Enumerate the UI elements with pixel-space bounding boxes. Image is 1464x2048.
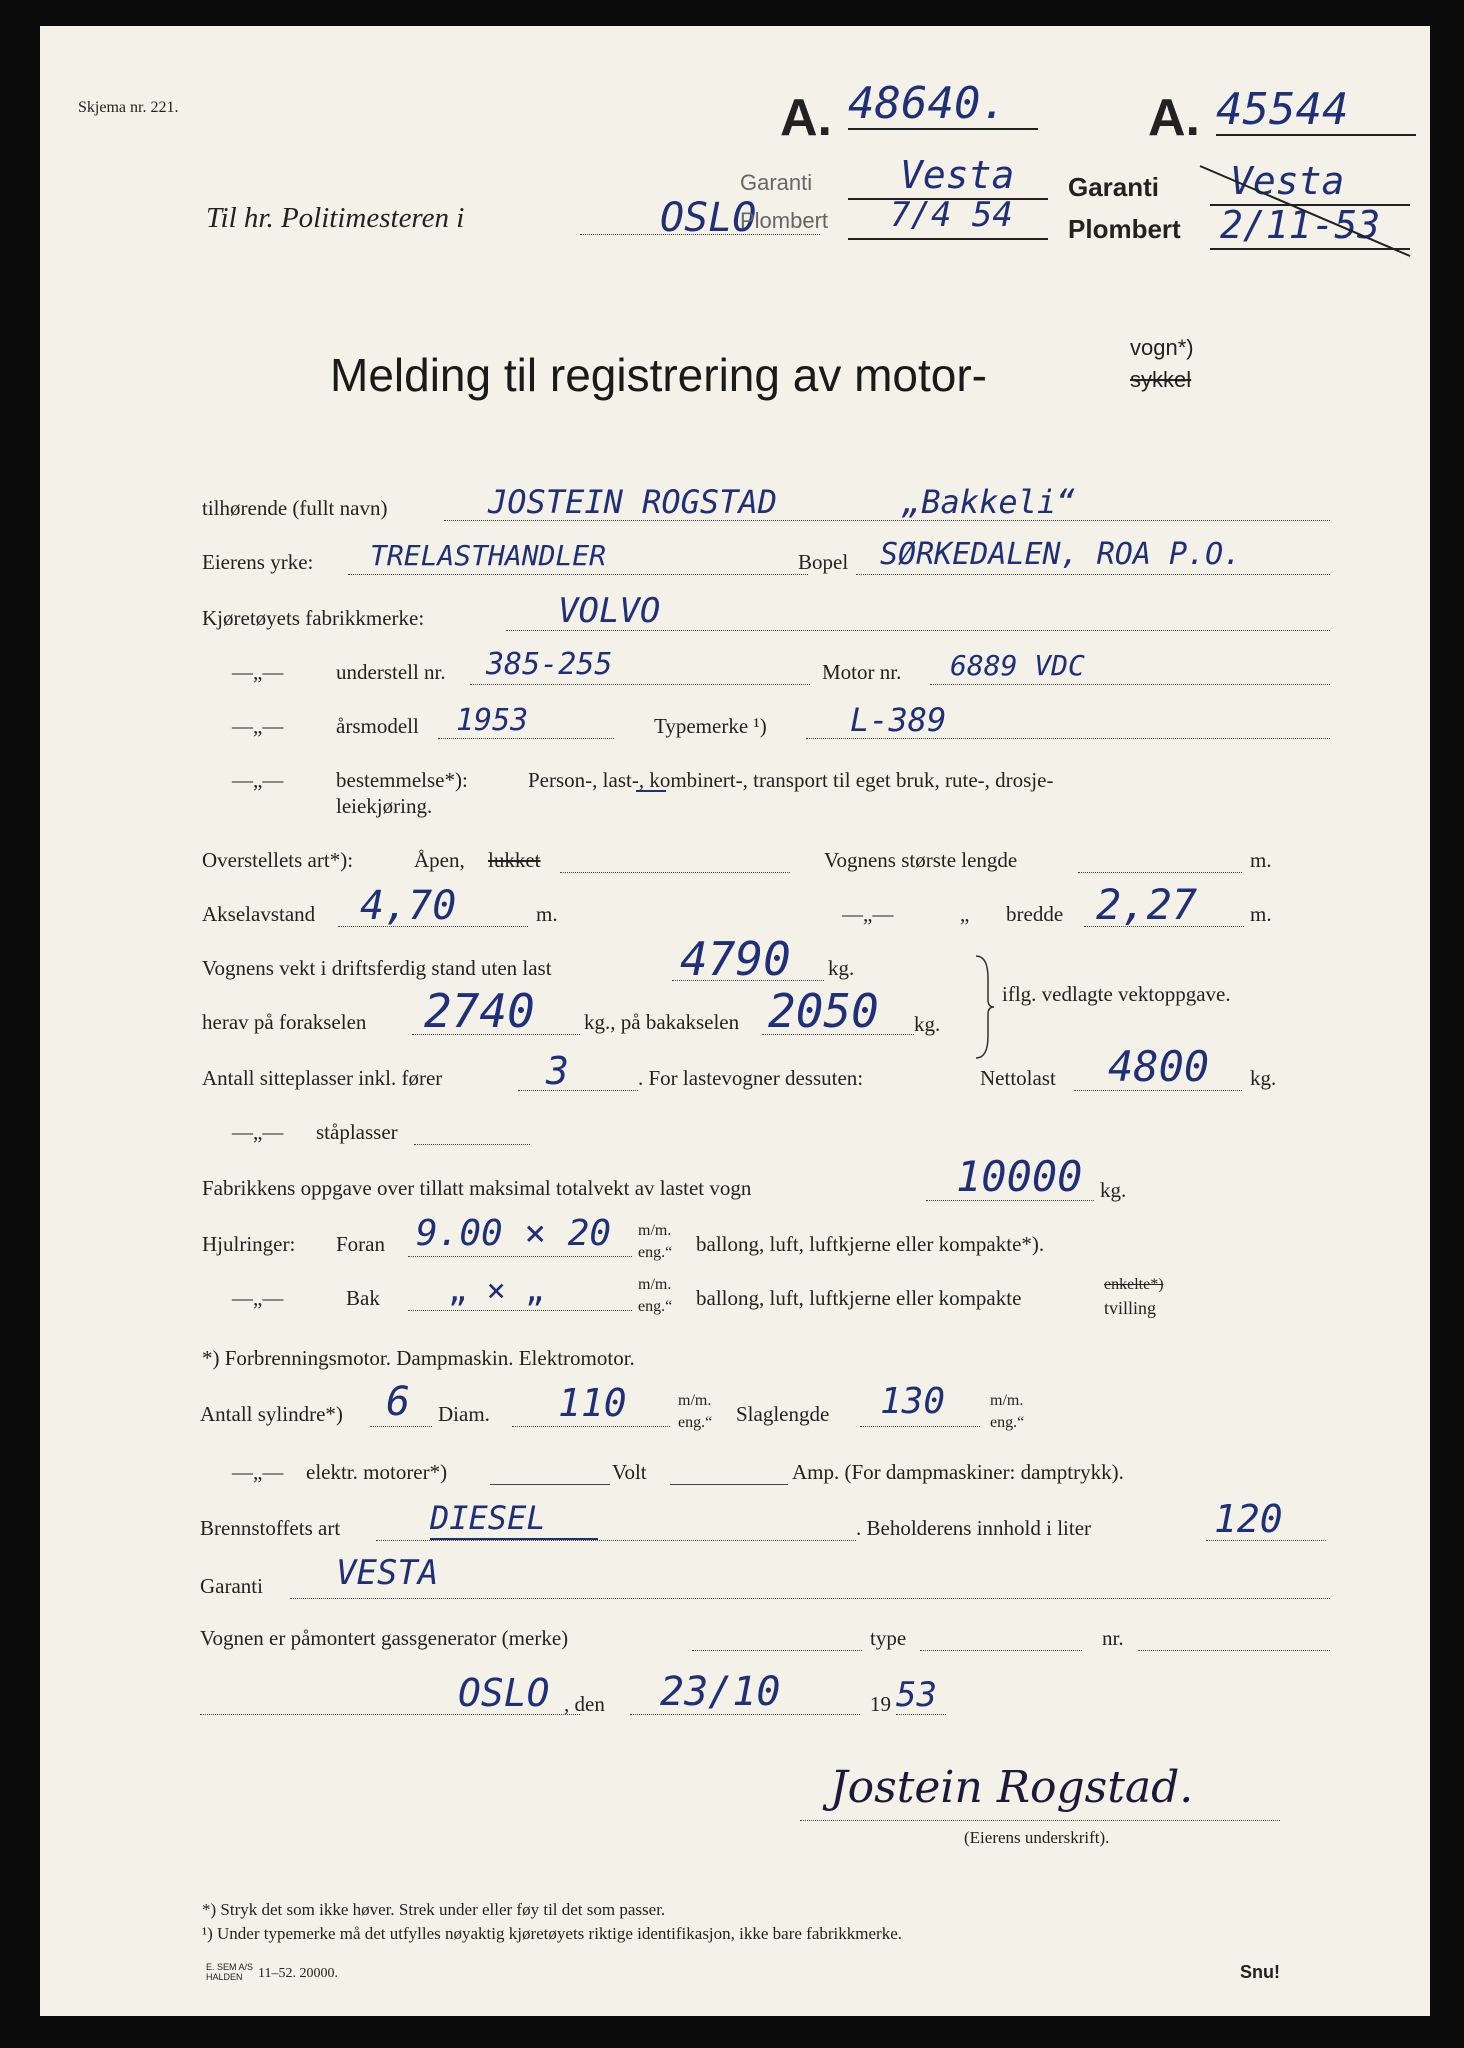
engine-type-options: *) Forbrenningsmotor. Dampmaskin. Elektromotor. <box>202 1346 635 1370</box>
form-title: Melding til registrering av motor- <box>330 349 988 401</box>
ditto-5: —„— <box>232 1120 284 1144</box>
stamp-right-number-line <box>1216 134 1416 136</box>
weight-brace <box>972 952 996 1062</box>
year-line <box>438 738 614 739</box>
tyres-rear-unit-eng: eng.“ <box>638 1298 673 1315</box>
wheelbase-label: Akselavstand <box>202 902 316 926</box>
stamp-left-number: 48640. <box>848 78 1007 129</box>
tank-value: 120 <box>1214 1497 1283 1541</box>
stamp-left-plombert-label: Plombert <box>740 208 829 233</box>
width-value: 2,27 <box>1096 880 1198 929</box>
length-label: Vognens største lengde <box>824 848 1018 872</box>
body-open: Åpen, <box>414 848 465 872</box>
title-sykkel: sykkel <box>1130 367 1192 392</box>
width-label: bredde <box>1006 902 1064 926</box>
width-quote: „ <box>960 902 970 926</box>
rear-axle-label: kg., på bakakselen <box>584 1010 740 1034</box>
gas-generator-line <box>692 1650 862 1651</box>
make-value: VOLVO <box>558 591 661 631</box>
tyres-rear-line <box>408 1310 632 1311</box>
year-suffix: 53 <box>896 1675 937 1715</box>
standing-line <box>414 1144 530 1145</box>
tyres-front-unit-eng: eng.“ <box>638 1244 673 1261</box>
title-vogn: vogn*) <box>1130 335 1194 360</box>
tyres-single-struck: enkelte*) <box>1104 1276 1164 1293</box>
tyres-rear-value: „ × „ <box>448 1271 545 1309</box>
engine-line <box>930 684 1330 685</box>
addressee-value: OSLO <box>660 195 757 241</box>
body-closed-struck: lukket <box>488 848 541 872</box>
make-label: Kjøretøyets fabrikkmerke: <box>202 606 425 630</box>
ditto-2: —„— <box>232 714 284 738</box>
warranty-label: Garanti <box>200 1574 263 1598</box>
gas-type-label: type <box>870 1626 907 1650</box>
stamp-left-plombert-line <box>848 238 1048 240</box>
stamp-right-number: 45544 <box>1216 84 1349 135</box>
ditto-1: —„— <box>232 660 284 684</box>
electric-motors-label: elektr. motorer*) <box>306 1460 448 1484</box>
tyres-front-unit-mm: m/m. <box>638 1222 672 1239</box>
seats-value: 3 <box>546 1049 569 1093</box>
length-line <box>1078 872 1242 873</box>
stroke-label: Slaglengde <box>736 1402 830 1426</box>
seats-label: Antall sitteplasser inkl. fører <box>202 1066 443 1090</box>
tank-label: . Beholderens innhold i liter <box>856 1516 1092 1540</box>
gas-nr-label: nr. <box>1102 1626 1124 1650</box>
bore-unit-eng: eng.“ <box>678 1414 713 1431</box>
fuel-label: Brennstoffets art <box>200 1516 341 1540</box>
residence-label: Bopel <box>798 550 849 574</box>
year-line <box>896 1714 946 1715</box>
cylinders-label: Antall sylindre*) <box>200 1402 343 1426</box>
stamp-right-prefix: A. <box>1148 89 1200 147</box>
chassis-label: understell nr. <box>336 660 446 684</box>
turn-over-note: Snu! <box>1240 1962 1280 1982</box>
owner-value: JOSTEIN ROGSTAD <box>488 483 777 521</box>
volt-label: Volt <box>612 1460 647 1484</box>
stroke-line <box>860 1426 980 1427</box>
printer-mark: E. SEM A/S HALDEN <box>206 1962 254 1982</box>
footnote-2: ¹) Under typemerke må det utfylles nøyaktig kjøretøyets riktige identifikasjon, ikke bare fabrikkmerke. <box>202 1924 902 1943</box>
wheelbase-unit: m. <box>536 902 558 926</box>
owner-signature: Jostein Rogstad. <box>830 1762 1194 1813</box>
payload-label: Nettolast <box>980 1066 1056 1090</box>
weight-unit: kg. <box>828 956 855 980</box>
weight-value: 4790 <box>680 932 791 986</box>
ditto-7: —„— <box>232 1460 284 1484</box>
purpose-options-cont: leiekjøring. <box>336 794 433 818</box>
stamp-right-cross-out <box>1190 156 1430 266</box>
type-value: L-389 <box>850 701 947 739</box>
stamp-right-plombert-label: Plombert <box>1068 214 1181 244</box>
chassis-value: 385-255 <box>486 647 613 682</box>
stamp-right-garanti-value: Vesta <box>1230 159 1345 203</box>
fuel-value-underline <box>430 1538 598 1540</box>
signature-label: (Eierens underskrift). <box>964 1828 1110 1847</box>
cylinders-line <box>370 1426 432 1427</box>
document-page <box>40 26 1430 2016</box>
payload-value: 4800 <box>1108 1042 1210 1091</box>
tyres-front-types: ballong, luft, luftkjerne eller kompakte*). <box>696 1232 1045 1256</box>
tyres-front-label: Foran <box>336 1232 385 1256</box>
stamp-left-garanti-label: Garanti <box>740 170 813 195</box>
electric-motors-line <box>490 1484 610 1485</box>
engine-label: Motor nr. <box>822 660 902 684</box>
year-value: 1953 <box>456 703 529 738</box>
stamp-left-plombert-value: 7/4 54 <box>890 195 1013 235</box>
bore-line <box>512 1426 670 1427</box>
date-value: 23/10 <box>660 1669 781 1715</box>
chassis-line <box>470 684 810 685</box>
owner-label: tilhørende (fullt navn) <box>202 496 388 520</box>
year-label: årsmodell <box>336 714 419 738</box>
stamp-left-garanti-value: Vesta <box>900 153 1015 197</box>
tyres-rear-types: ballong, luft, luftkjerne eller kompakte <box>696 1286 1022 1310</box>
print-info: 11–52. 20000. <box>258 1966 338 1981</box>
weight-label: Vognens vekt i driftsferdig stand uten last <box>202 956 552 980</box>
purpose-label: bestemmelse*): <box>336 768 468 792</box>
form-number: Skjema nr. 221. <box>78 99 179 116</box>
tyres-rear-unit-mm: m/m. <box>638 1276 672 1293</box>
residence-line <box>856 574 1330 575</box>
purpose-underline-last <box>636 790 666 792</box>
bore-label: Diam. <box>438 1402 490 1426</box>
cylinders-value: 6 <box>386 1379 411 1425</box>
ditto-3: —„— <box>232 768 284 792</box>
width-unit: m. <box>1250 902 1272 926</box>
rear-axle-unit: kg. <box>914 1012 941 1036</box>
occupation-value: TRELASTHANDLER <box>370 539 607 572</box>
footnote-1: *) Stryk det som ikke høver. Strek under eller føy til det som passer. <box>202 1900 666 1919</box>
owner-extra: „Bakkeli“ <box>902 483 1076 521</box>
type-label: Typemerke ¹) <box>654 714 767 738</box>
stamp-left-prefix: A. <box>780 89 832 147</box>
rear-axle-value: 2050 <box>768 984 879 1038</box>
stamp-right-garanti-label: Garanti <box>1068 172 1160 202</box>
gas-nr-line <box>1138 1650 1330 1651</box>
ditto-6: —„— <box>232 1286 284 1310</box>
stroke-unit-mm: m/m. <box>990 1392 1024 1409</box>
stroke-value: 130 <box>880 1381 946 1422</box>
seats-line <box>518 1090 638 1091</box>
gas-type-line <box>920 1650 1082 1651</box>
wheelbase-value: 4,70 <box>360 883 457 929</box>
occupation-line <box>348 574 808 575</box>
fuel-value: DIESEL <box>430 1499 546 1537</box>
engine-value: 6889 VDC <box>950 649 1085 682</box>
max-weight-value: 10000 <box>956 1152 1083 1201</box>
length-unit: m. <box>1250 848 1272 872</box>
ditto-4: —„— <box>842 902 894 926</box>
body-line <box>560 872 790 873</box>
tyres-twin: tvilling <box>1104 1298 1157 1318</box>
place-value: OSLO <box>458 1671 550 1715</box>
amp-label: Amp. (For dampmaskiner: damptrykk). <box>792 1460 1124 1484</box>
signature-line <box>800 1820 1280 1821</box>
bore-unit-mm: m/m. <box>678 1392 712 1409</box>
stamp-left-number-line <box>848 128 1038 130</box>
max-weight-label: Fabrikkens oppgave over tillatt maksimal totalvekt av lastet vogn <box>202 1176 752 1200</box>
addressee-label: Til hr. Politimesteren i <box>206 202 465 234</box>
date-den-label: , den <box>564 1692 605 1716</box>
volt-line <box>670 1484 788 1485</box>
front-axle-label: herav på forakselen <box>202 1010 367 1034</box>
stroke-unit-eng: eng.“ <box>990 1414 1025 1431</box>
standing-label: ståplasser <box>316 1120 398 1144</box>
gas-generator-label: Vognen er påmontert gassgenerator (merke) <box>200 1626 569 1650</box>
tyres-front-value: 9.00 × 20 <box>416 1213 612 1254</box>
truck-extra-label: . For lastevogner dessuten: <box>638 1066 864 1090</box>
max-weight-unit: kg. <box>1100 1178 1127 1202</box>
occupation-label: Eierens yrke: <box>202 550 314 574</box>
year-prefix: 19 <box>870 1692 891 1716</box>
bore-value: 110 <box>558 1381 627 1425</box>
payload-unit: kg. <box>1250 1066 1277 1090</box>
front-axle-value: 2740 <box>424 984 535 1038</box>
warranty-line <box>290 1598 1330 1599</box>
tyres-rear-label: Bak <box>346 1286 380 1310</box>
warranty-value: VESTA <box>336 1553 439 1593</box>
purpose-options: Person-, last-, kombinert-, transport til eget bruk, rute-, drosje- <box>528 768 1054 792</box>
tyres-label: Hjulringer: <box>202 1232 296 1256</box>
weight-certificate-note: iflg. vedlagte vektoppgave. <box>1002 982 1231 1006</box>
stamp-right-plombert-value: 2/11-53 <box>1220 203 1381 247</box>
tyres-front-line <box>408 1256 632 1257</box>
fuel-line <box>376 1540 856 1541</box>
residence-value: SØRKEDALEN, ROA P.O. <box>880 537 1242 572</box>
body-label: Overstellets art*): <box>202 848 354 872</box>
